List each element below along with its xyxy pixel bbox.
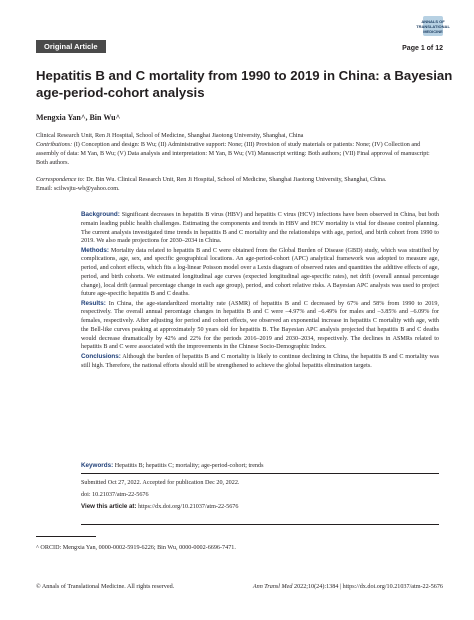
section-tag: Original Article: [36, 40, 106, 53]
email: Email: scilwsjtu-wb@yahoo.com.: [36, 186, 120, 192]
background-text: Significant decreases in hepatitis B virus (HBV) and hepatitis C virus (HCV) infections have been observed in China, but both remain leading public health challenges. Estimating the components and trends in HBV and HCV mortality is vital for disease control planning. The current analysis investigated time trends in hepatitis B and C mortality and the relationships with age, period, and birth cohort from 1990 to 2019. We also made projections for 2030–2034 in China.: [81, 212, 439, 245]
keywords-label: Keywords:: [81, 462, 114, 469]
abstract-methods: [81, 247, 439, 300]
submission-dates: Submitted Oct 27, 2022. Accepted for publication Dec 20, 2022.: [81, 480, 240, 486]
journal-logo-text: ANNALS OF TRANSLATIONAL MEDICINE: [416, 18, 450, 34]
dates-divider: [81, 524, 439, 525]
contributions-text: (I) Conception and design: B Wu; (II) Administrative support: None; (III) Provision of study materials or patients: None; (IV) Collection and assembly of data: M Yan, B Wu; (V) Data analysis and interpretation: M Yan, B Wu; (VI) Manuscript writing: Both authors; (VII) Final approval of manuscript: Both authors.: [36, 142, 430, 166]
contributions: [36, 141, 440, 167]
view-article: [81, 501, 239, 514]
conclusions-text: Although the burden of hepatitis B and C mortality is likely to continue declining in China, the hepatitis B and C mortality was still high. Therefore, the national efforts should still be strengthened to achieve the global hepatitis elimination targets.: [81, 353, 439, 369]
methods-label: Methods:: [81, 246, 109, 254]
view-article-link[interactable]: https://dx.doi.org/10.21037/atm-22-5676: [138, 504, 239, 510]
results-label: Results:: [81, 299, 106, 307]
view-article-label: View this article at:: [81, 503, 137, 510]
orcid-footnote: ^ ORCID: Mengxia Yan, 0000-0002-5919-6226; Bin Wu, 0000-0002-6696-7471.: [36, 545, 236, 551]
abstract-conclusions: [81, 353, 439, 371]
article-dates: [81, 478, 239, 514]
footnote-divider: [36, 536, 96, 537]
article-title: Hepatitis B and C mortality from 1990 to 2019 in China: a Bayesian age-period-cohort analysis: [36, 68, 453, 100]
conclusions-label: Conclusions:: [81, 352, 121, 360]
affiliation: Clinical Research Unit, Ren Ji Hospital, School of Medicine, Shanghai Jiaotong University, Shanghai, China: [36, 133, 304, 139]
page-footer: [36, 584, 443, 590]
page-number: Page 1 of 12: [402, 45, 443, 52]
abstract-background: [81, 211, 439, 246]
author-list: Mengxia Yan^, Bin Wu^: [36, 113, 121, 122]
keywords-divider: [81, 473, 439, 474]
correspondence-label: Correspondence to:: [36, 177, 85, 183]
results-text: In China, the age-standardized mortality rate (ASMR) of hepatitis B and C decreased by 67% and 58% from 1990 to 2019, respectively. The overall annual percentage changes in hepatitis B and C were –4.97% and –6.49% for males and –3.85% and –6.09% for females, respectively. After adjusting for period and cohort effects, we observed an exponential increase in hepatitis C mortality with age, with the Bell-like curves peaking at approximately 50 years old for hepatitis B. The Bayesian APC analysis projected that hepatitis B and C deaths would decrease dramatically by 42% and 22% for the periods 2016–2019 and 2030–2034, respectively. The declines in ASMRs related to hepatitis B and C were associated with the improvements in the Chinese Socio-Demographic Index.: [81, 300, 439, 351]
correspondence: [36, 176, 440, 185]
citation-journal: Ann Transl Med: [252, 584, 293, 590]
doi: doi: 10.21037/atm-22-5676: [81, 491, 149, 498]
correspondence-text: Dr. Bin Wu. Clinical Research Unit, Ren Ji Hospital, School of Medicine, Shanghai Jiaotong University, Shanghai, China.: [86, 177, 387, 183]
copyright: © Annals of Translational Medicine. All rights reserved.: [36, 584, 175, 590]
contributions-label: Contributions:: [36, 142, 73, 148]
abstract-results: [81, 300, 439, 353]
methods-text: Mortality data related to hepatitis B and C were obtained from the Global Burden of Disease (GBD) study, which was stratified by complications, age, sex, and specific geographical locations. An age-period-cohort (APC) analytical framework was adopted to measure age, period, and cohort effects, which fits a log-linear Poisson model over a Lexis diagram of observed rates and quantities the additive effects of age, period, and birth cohorts. We estimated longitudinal age curves (expected longitudinal age-specific rates), net drift (overall annual percentage change), local drift (annual percentage change in each age group), period, and cohort relative risks. A Bayesian APC analysis was used to project future age-specific hepatitis B and C deaths.: [81, 247, 439, 298]
abstract: [81, 211, 439, 371]
citation: [253, 584, 443, 590]
background-label: Background:: [81, 211, 120, 218]
keywords: [81, 462, 439, 469]
citation-details: 2022;10(24):1384 | https://dx.doi.org/10.21037/atm-22-5676: [294, 584, 443, 590]
keywords-text: Hepatitis B; hepatitis C; mortality; age-period-cohort; trends: [114, 463, 264, 469]
journal-logo: [416, 16, 450, 36]
